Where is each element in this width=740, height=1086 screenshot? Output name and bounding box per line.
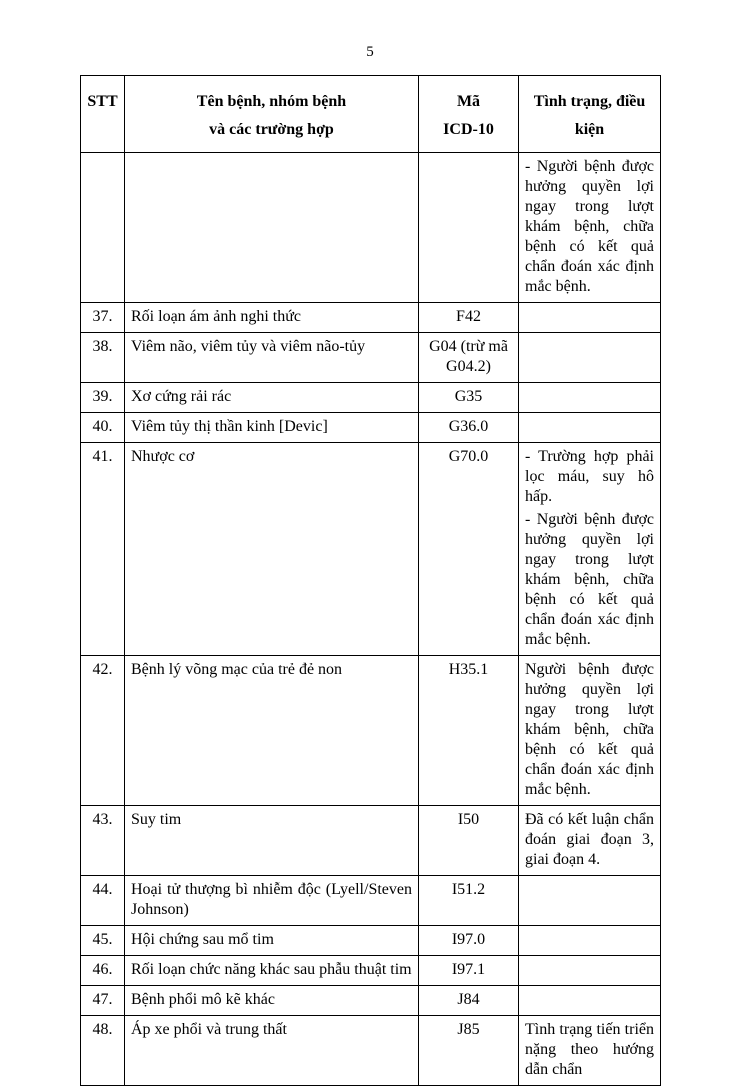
disease-name-cell: Áp xe phổi và trung thất [125,1016,419,1086]
condition-cell [519,333,661,383]
table-row [81,656,661,806]
condition-text: - Người bệnh được hưởng quyền lợi ngay trong lượt khám bệnh, chữa bệnh có kết quả chẩn đoán xác định mắc bệnh. [525,511,654,648]
stt-cell: 41. [81,443,125,656]
condition-cell [519,656,661,806]
table-row [81,876,661,926]
condition-cell [519,443,661,656]
stt-cell: 48. [81,1016,125,1086]
icd-code-cell: J84 [419,986,519,1016]
disease-name-cell: Hoại tử thượng bì nhiễm độc (Lyell/Steven Johnson) [125,876,419,926]
condition-cell: - Người bệnh được hưởng quyền lợi ngay trong lượt khám bệnh, chữa bệnh có kết quả chẩn đoán xác định mắc bệnh. [519,153,661,303]
condition-text: - Trường hợp phải lọc máu, suy hô hấp. [525,448,654,505]
table-row [81,413,661,443]
condition-cell [519,876,661,926]
page-number: 5 [366,44,374,60]
stt-cell: 38. [81,333,125,383]
condition-cell [519,383,661,413]
icd-code-cell: I51.2 [419,876,519,926]
table-row [81,926,661,956]
condition-cell [519,303,661,333]
condition-cell [519,413,661,443]
table-row [81,443,661,656]
header-stt: STT [81,76,125,153]
disease-name-cell: Bệnh lý võng mạc của trẻ đẻ non [125,656,419,806]
stt-cell: 39. [81,383,125,413]
header-code-line1: Mã [456,93,481,110]
disease-name-cell: Bệnh phổi mô kẽ khác [125,986,419,1016]
disease-name-cell: Viêm tủy thị thần kinh [Devic] [125,413,419,443]
icd-code-cell: I97.1 [419,956,519,986]
table-row-continuation [81,153,661,303]
disease-name-cell: Nhược cơ [125,443,419,656]
stt-cell: 44. [81,876,125,926]
disease-table [80,75,661,1086]
stt-cell: 40. [81,413,125,443]
icd-code-cell: G36.0 [419,413,519,443]
condition-cell [519,926,661,956]
condition-text: Người bệnh được hưởng quyền lợi ngay trong lượt khám bệnh, chữa bệnh có kết quả chẩn đoán xác định mắc bệnh. [525,661,654,798]
stt-cell: 47. [81,986,125,1016]
icd-code-cell: I50 [419,806,519,876]
icd-code-cell: G35 [419,383,519,413]
header-code-line2: ICD-10 [443,121,494,138]
disease-name-cell: Hội chứng sau mổ tim [125,926,419,956]
table-header-row [81,76,661,153]
disease-name-cell: Xơ cứng rải rác [125,383,419,413]
condition-cell [519,1016,661,1086]
table-row [81,956,661,986]
condition-cell [519,806,661,876]
stt-cell: 37. [81,303,125,333]
icd-code-cell: G04 (trừ mã G04.2) [419,333,519,383]
table-row [81,383,661,413]
condition-text: Tình trạng tiến triển nặng theo hướng dẫn chẩn [525,1021,654,1078]
table-row [81,333,661,383]
header-disease-name [125,76,419,153]
table-row [81,303,661,333]
condition-cell [519,986,661,1016]
condition-cell [519,956,661,986]
table-row [81,806,661,876]
disease-name-cell: Viêm não, viêm tủy và viêm não-tủy [125,333,419,383]
header-condition: Tình trạng, điều kiện [519,76,661,153]
icd-code-cell: H35.1 [419,656,519,806]
stt-cell: 46. [81,956,125,986]
disease-name-cell: Suy tim [125,806,419,876]
table-row [81,1016,661,1086]
header-name-line2: và các trường hợp [209,121,334,138]
stt-cell: 43. [81,806,125,876]
disease-name-cell: Rối loạn chức năng khác sau phẫu thuật tim [125,956,419,986]
stt-cell: 45. [81,926,125,956]
header-name-line1: Tên bệnh, nhóm bệnh [196,93,347,110]
stt-cell: 42. [81,656,125,806]
header-icd-code [419,76,519,153]
icd-code-cell: J85 [419,1016,519,1086]
icd-code-cell: I97.0 [419,926,519,956]
disease-name-cell: Rối loạn ám ảnh nghi thức [125,303,419,333]
condition-text: Đã có kết luận chẩn đoán giai đoạn 3, giai đoạn 4. [525,811,654,868]
icd-code-cell: F42 [419,303,519,333]
table-row [81,986,661,1016]
icd-code-cell: G70.0 [419,443,519,656]
